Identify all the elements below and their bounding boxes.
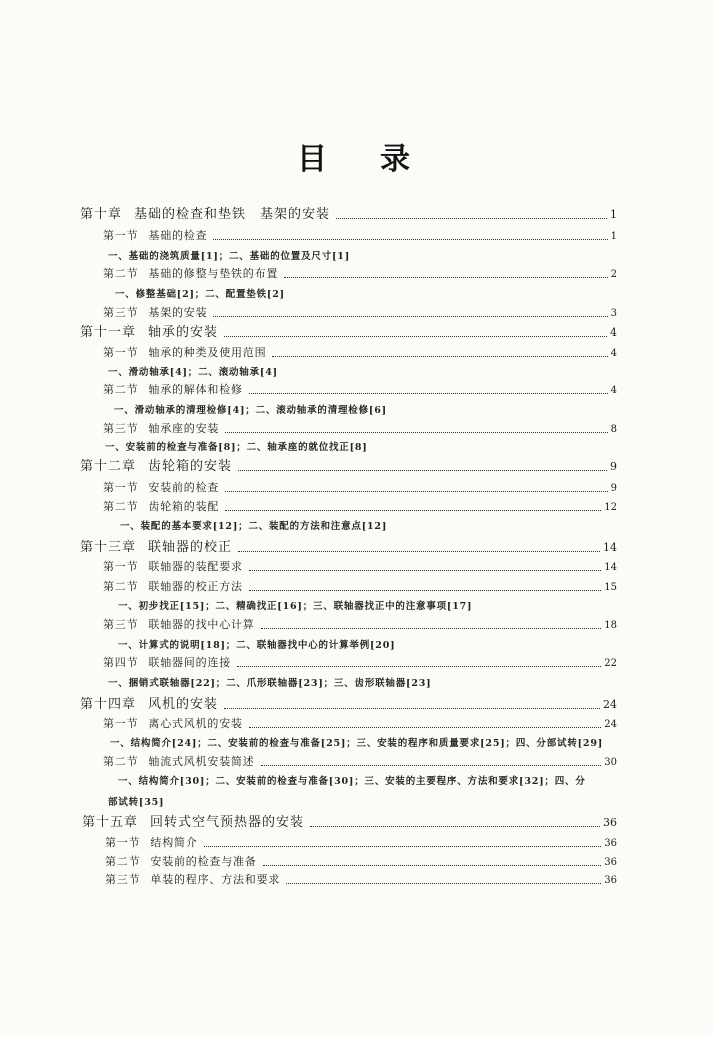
dot-leader [272, 356, 607, 357]
section-title: 轴流式风机安装简述 [148, 755, 255, 768]
toc-subitems: 一、安装前的检查与准备[8]；二、轴承座的就位找正[8] [105, 442, 368, 453]
page-number: 36 [604, 857, 617, 868]
toc-section [103, 227, 617, 245]
dot-leader [261, 765, 602, 766]
toc-section [103, 498, 617, 516]
chapter-title: 联轴器的校正 [148, 540, 233, 555]
dot-leader [213, 239, 607, 240]
dot-leader [284, 277, 607, 278]
section-number: 第二节 [103, 267, 139, 280]
toc-section [103, 265, 617, 283]
page-number: 9 [610, 460, 617, 473]
chapter-title: 基础的检查和垫铁 基架的安装 [134, 207, 331, 222]
page-title-char-1: 目 [297, 142, 327, 177]
toc-section [105, 871, 617, 889]
page-number: 9 [610, 483, 617, 494]
page-number: 14 [604, 562, 617, 573]
page-number: 4 [610, 326, 617, 339]
toc-chapter [80, 206, 617, 224]
section-number: 第二节 [105, 855, 141, 868]
dot-leader [263, 865, 602, 866]
page-number: 36 [604, 838, 617, 849]
page-number: 1 [610, 231, 617, 242]
toc-chapter [80, 696, 617, 714]
section-number: 第一节 [103, 717, 139, 730]
toc-subitems: 一、计算式的说明[18]；二、联轴器找中心的计算举例[20] [118, 640, 396, 651]
dot-leader [336, 218, 607, 219]
section-number: 第一节 [103, 481, 139, 494]
toc-subitems: 一、结构简介[30]；二、安装前的检查与准备[30]；三、安装的主要程序、方法和要求[32]；四、分 [118, 776, 586, 787]
page-number: 3 [610, 308, 617, 319]
page-number: 24 [603, 698, 617, 711]
toc-section [103, 420, 617, 438]
chapter-number: 第十四章 [80, 697, 137, 712]
toc-section [103, 344, 617, 362]
section-title: 单装的程序、方法和要求 [150, 873, 281, 886]
page-number: 36 [604, 875, 617, 886]
section-title: 基架的安装 [148, 306, 208, 319]
page-number: 24 [604, 719, 617, 730]
section-title: 联轴器的装配要求 [148, 560, 243, 573]
toc-subitems: 一、滑动轴承[4]；二、滚动轴承[4] [108, 367, 278, 378]
section-title: 轴承的解体和检修 [148, 383, 243, 396]
section-title: 基础的修整与垫铁的布置 [148, 267, 279, 280]
section-title: 结构简介 [150, 836, 198, 849]
page-number: 22 [604, 658, 617, 669]
section-number: 第三节 [105, 873, 141, 886]
toc-subitems: 一、修整基础[2]；二、配置垫铁[2] [115, 289, 285, 300]
dot-leader [225, 491, 607, 492]
dot-leader [238, 551, 600, 552]
dot-leader [249, 590, 601, 591]
page-number: 15 [604, 582, 617, 593]
section-number: 第二节 [103, 383, 139, 396]
chapter-number: 第十五章 [82, 815, 139, 830]
section-title: 轴承的种类及使用范围 [148, 346, 267, 359]
dot-leader [204, 846, 602, 847]
dot-leader [225, 432, 607, 433]
toc-section [103, 616, 617, 634]
chapter-title: 轴承的安装 [148, 325, 219, 340]
chapter-title: 风机的安装 [148, 697, 219, 712]
toc-section [103, 558, 617, 576]
dot-leader [249, 727, 601, 728]
page-number: 14 [603, 541, 617, 554]
chapter-number: 第十二章 [80, 459, 137, 474]
toc-subitems: 一、初步找正[15]；二、精确找正[16]；三、联轴器找正中的注意事项[17] [118, 601, 473, 612]
dot-leader [249, 570, 601, 571]
toc-section [103, 578, 617, 596]
chapter-number: 第十章 [80, 207, 123, 222]
section-title: 轴承座的安装 [148, 422, 220, 435]
toc-section [103, 753, 617, 771]
section-title: 联轴器间的连接 [148, 656, 232, 669]
section-title: 联轴器的找中心计算 [148, 618, 255, 631]
section-number: 第一节 [103, 229, 139, 242]
toc-subitems-continued: 部试转[35] [108, 797, 165, 808]
toc-chapter [80, 458, 617, 476]
page-number: 30 [604, 757, 617, 768]
section-number: 第一节 [105, 836, 141, 849]
section-title: 离心式风机的安装 [148, 717, 243, 730]
toc-chapter [80, 539, 617, 557]
toc-section [103, 381, 617, 399]
dot-leader [261, 628, 602, 629]
toc-subitems: 一、滑动轴承的清理检修[4]；二、滚动轴承的清理检修[6] [114, 405, 387, 416]
toc-section [105, 853, 617, 871]
dot-leader [213, 316, 607, 317]
chapter-number: 第十三章 [80, 540, 137, 555]
toc-subitems: 一、基础的浇筑质量[1]；二、基础的位置及尺寸[1] [108, 251, 350, 262]
toc-subitems: 一、装配的基本要求[12]；二、装配的方法和注意点[12] [120, 521, 388, 532]
toc-section [103, 715, 617, 733]
page-number: 4 [610, 348, 617, 359]
toc-section [103, 654, 617, 672]
dot-leader [224, 708, 600, 709]
toc-section [105, 834, 617, 852]
toc-chapter [82, 814, 617, 832]
toc-section [103, 304, 617, 322]
section-number: 第二节 [103, 580, 139, 593]
page-number: 36 [603, 816, 617, 829]
section-title: 安装前的检查与准备 [150, 855, 257, 868]
dot-leader [237, 666, 601, 667]
page-number: 8 [610, 424, 617, 435]
section-number: 第四节 [103, 656, 139, 669]
section-number: 第一节 [103, 560, 139, 573]
page-number: 12 [604, 502, 617, 513]
section-number: 第二节 [103, 500, 139, 513]
chapter-title: 齿轮箱的安装 [148, 459, 233, 474]
toc-subitems: 一、结构简介[24]；二、安装前的检查与准备[25]；三、安装的程序和质量要求[25]；四、分部试转[29] [110, 738, 604, 749]
chapter-title: 回转式空气预热器的安装 [150, 815, 305, 830]
section-number: 第三节 [103, 306, 139, 319]
dot-leader [224, 336, 607, 337]
chapter-number: 第十一章 [80, 325, 137, 340]
page-number: 4 [610, 385, 617, 396]
page-number: 2 [610, 269, 617, 280]
section-number: 第二节 [103, 755, 139, 768]
page-number: 1 [610, 208, 617, 221]
dot-leader [310, 826, 600, 827]
toc-chapter [80, 324, 617, 342]
page-number: 18 [604, 620, 617, 631]
section-number: 第一节 [103, 346, 139, 359]
section-number: 第三节 [103, 618, 139, 631]
dot-leader [225, 510, 601, 511]
page-title-char-2: 录 [380, 142, 410, 177]
dot-leader [238, 470, 607, 471]
dot-leader [286, 883, 601, 884]
section-title: 联轴器的校正方法 [148, 580, 243, 593]
dot-leader [249, 393, 608, 394]
section-title: 基础的检查 [148, 229, 208, 242]
section-title: 齿轮箱的装配 [148, 500, 220, 513]
toc-section [103, 479, 617, 497]
toc-subitems: 一、捆销式联轴器[22]；二、爪形联轴器[23]；三、齿形联轴器[23] [108, 678, 432, 689]
section-number: 第三节 [103, 422, 139, 435]
section-title: 安装前的检查 [148, 481, 220, 494]
